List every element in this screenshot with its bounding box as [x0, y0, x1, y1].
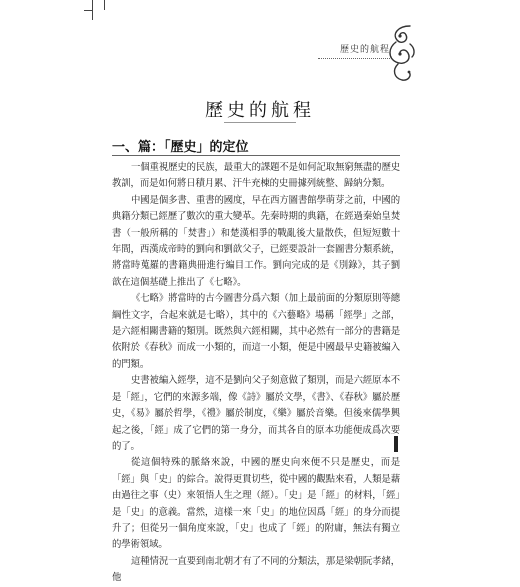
crop-mark: [92, 0, 93, 20]
paragraph: 這種情況一直要到南北朝才有了不同的分類法，那是梁朝阮孝緒，他: [112, 555, 400, 584]
paragraph: 史書被編入經學，這不是劉向父子刻意做了類別，而是六經原本不是「經」，它們的來源多端，像《詩》屬於文學，《書》、《春秋》屬於歷史，《易》屬於哲學，《禮》屬於制度，《樂》屬於音樂。但後來儒學興起之後，「經」成了它們的第一身分，而其各自的原本功能便成爲次要的了。: [112, 375, 400, 452]
section-heading: 一、篇：「歷史」的定位: [112, 140, 249, 155]
paragraph: 中國是個多書、重書的國度，早在西方圖書館學萌芽之前，中國的典籍分類已經歷了數次的重大變革。先秦時期的典籍，在經過秦始皇焚書（一般所稱的「焚書」）和楚漢相爭的戰亂後大量散佚，但短短數十年間，西漢成帝時的劉向和劉歆父子，已經要設計一套圖書分類系統，將當時蒐羅的書籍典冊進行編目工作。劉向完成的是《別錄》，其子劉歆在這個基礎上推出了《七略》。: [112, 194, 400, 288]
paragraph: 從這個特殊的脈絡來說，中國的歷史向來便不只是歷史，而是「經」與「史」的綜合。說得更貫切些，從中國的觀點來看，人類是藉由過往之事（史）來領悟人生之理（經）。「史」是「經」的材料，「經」是「史」的意義。當然，這樣一來「史」的地位因爲「經」的身分而提升了；但從另一個角度來說，「史」也成了「經」的附庸，無法有獨立的學術領域。: [112, 457, 400, 551]
title-underline: [224, 122, 296, 123]
paragraph: 《七略》將當時的古今圖書分爲六類（加上最前面的分類原則等總綱性文字，合起來就是七略），其中的《六藝略》場稱「經學」之部，是六經相關書籍的類別。既然與六經相關，其中必然有一部分的書籍是依附於《春秋》而成一小類的，而這一小類，便是中國最早史籍被編入的門類。: [112, 293, 400, 370]
running-head-dots: [318, 58, 392, 59]
running-head: 歷史的航程: [339, 45, 390, 55]
paragraph: 一個重視歷史的民族，最重大的課題不是如何記取無窮無盡的歷史教訓，而是如何將日積月累、汗牛充棟的史冊據列統整、歸納分類。: [112, 162, 400, 190]
section-divider: [112, 155, 400, 156]
page-number-marker: [394, 436, 398, 452]
swirl-ornament-icon: [384, 22, 418, 84]
body-text: [112, 160, 400, 587]
chapter-title: 歷史的航程: [205, 100, 315, 121]
crop-mark: [104, 0, 105, 10]
crop-mark: [84, 10, 92, 11]
